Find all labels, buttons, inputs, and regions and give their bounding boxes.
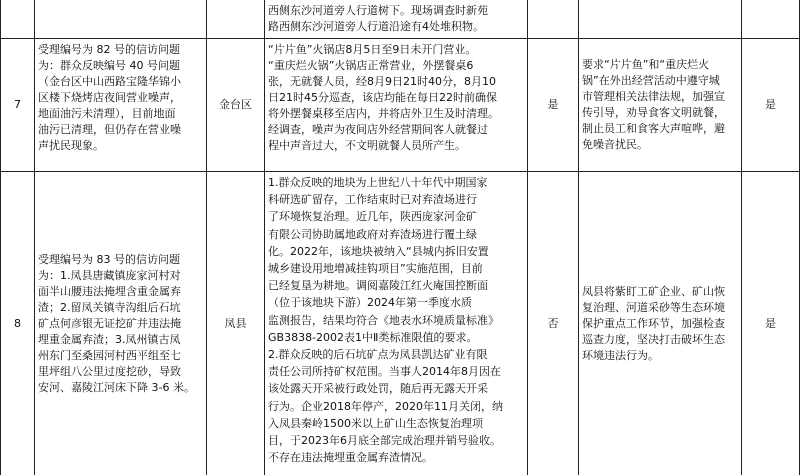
row-7-result: “片片鱼”火锅店8月5日至9日未开门营业。 “重庆烂火锅”火锅店正常营业，外摆餐桌6 张，无就餐人员，经8月9日21时40分，8月10 日21时45分巡查，该店均能在每日22时前确保 将外摆餐桌移至店内，并将店外卫生及时清理。 经调查，噪声为夜间店外经营期间客人就餐过 程中声音过大，不文明就餐人员所产生。	[268, 43, 499, 152]
row-8-result: 1.群众反映的地块为上世纪八十年代中期国家 科研选矿留存，工作结束时已对弃渣场进行 了环境恢复治理。近几年，陕西庞家河金矿 有限公司协助属地政府对弃渣场进行覆土绿 化。2022年，该地块被纳入“县城内拆旧安置 城乡建设用地增减挂钩项目”实施范围，目前 已经复垦为耕地。调阅嘉陵江红火庵国控断面 （位于该地块下游）2024年第一季度水质 监测报告，结果均符合《地表水环境质量标准》 GB3838-2002表1中Ⅱ类标准限值的要求。 2.群众反映的后石坑矿点为凤县凯达矿业有限 责任公司所持矿权范围。当事人2014年8月因在 该处露天开采被行政处罚，随后再无露天开采 行为。企业2018年停产，2020年11月关闭，纳 入凤县秦岭1500米以上矿山生态恢复治理项 目，于2023年6月底全部完成治理并销号验收。 不存在违法掩埋重金属弃渣情况。	[268, 176, 503, 465]
row-8-district: 凤县	[224, 316, 247, 330]
row-7-district: 金台区	[219, 98, 252, 111]
row-7-is-true: 是	[547, 98, 559, 111]
row-8-number: 8	[14, 316, 21, 330]
row-7-requirement: 要求“片片鱼”和“重庆烂火 锅”在外出经营活动中遵守城 市管理相关法律法规，加强宣 传引导，劝导食客文明就餐， 制止员工和食客大声喧哗，避 免噪音扰民。	[582, 58, 725, 151]
row-7-number: 7	[14, 98, 21, 111]
row-8-requirement: 凤县将紫盯工矿企业、矿山恢 复治理、河道采砂等生态环境 保护重点工作环节，加强检查 巡查力度，坚决打击破坏生态 环境违法行为。	[582, 284, 725, 362]
row-8-is-true: 否	[547, 316, 559, 330]
row-8-is-rectified: 是	[765, 316, 776, 330]
row-7-is-rectified: 是	[765, 98, 776, 111]
row-8-issue: 受理编号为 83 号的信访问题 为：1.凤县唐藏镇庞家河村对 面半山腰违法掩埋含重金属弃 渣；2.留凤关镇寺沟组后石坑 矿点何彦银无证挖矿并违法掩 埋重金属弃渣；3.凤州镇古凤 州东门至桑园河村西平组至七 里坪组八公里过度挖砂，导致 安河、嘉陵江河床下降 3-6 米。	[38, 252, 195, 394]
top-row-result-cell: 西侧东沙河道旁人行道树下。现场调查时新苑 路西侧东沙河道旁人行道沿途有4处堆积物。	[268, 4, 488, 33]
row-7-issue: 受理编号为 82 号的信访问题 为：群众反映编号 40 号问题 （金台区中山西路宝隆华锦小 区楼下烧烤店夜间营业噪声， 地面油污未清理），目前地面 油污已清理，但仍存在营业噪 声扰民现象。	[38, 43, 181, 152]
